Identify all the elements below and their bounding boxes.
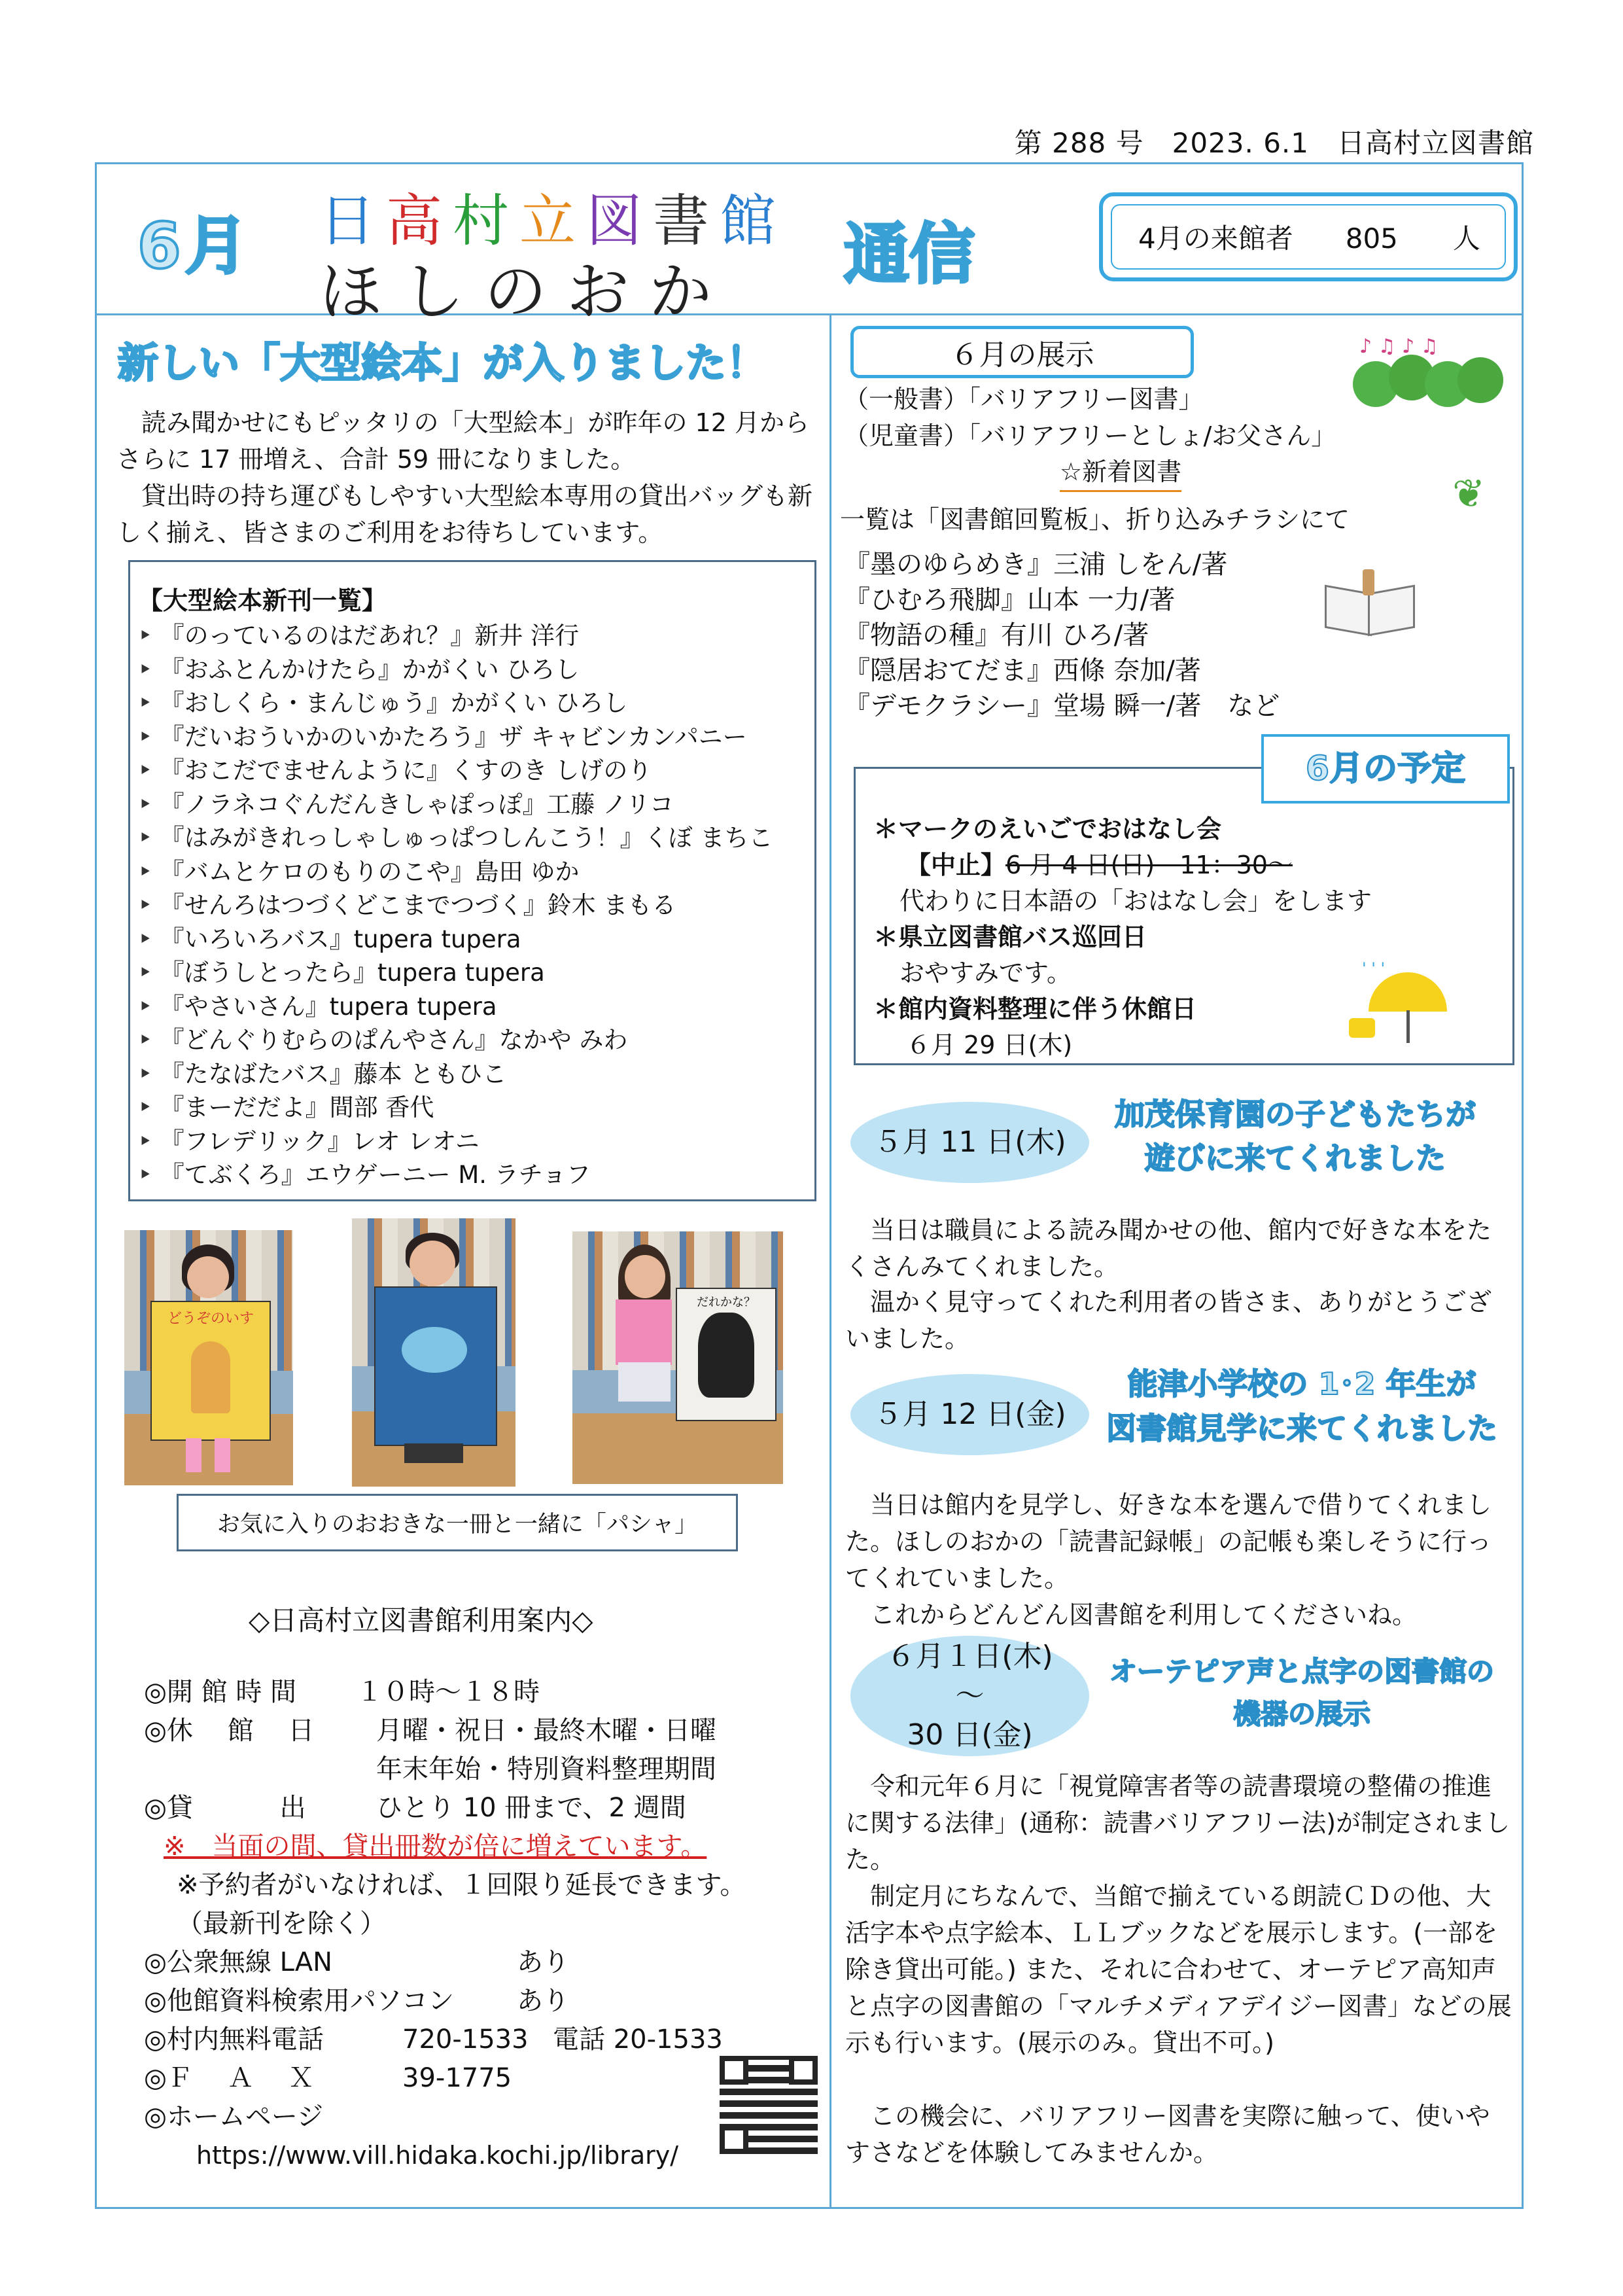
event3-body1: 令和元年６月に「視覚障害者等の読書環境の整備の推進に関する法律」(通称：読書バリアフリー法)が制定されました。 <box>845 1772 1510 1874</box>
visitors-label: 4月の来館者 <box>1138 222 1293 255</box>
list-item: ‣ 『ノラネコぐんだんきしゃぽっぽ』工藤 ノリコ <box>138 788 814 822</box>
event1-date: ５月 11 日(木) <box>850 1102 1089 1183</box>
list-item: ‣ 『せんろはつづくどこまでつづく』鈴木 まもる <box>138 889 814 923</box>
event1-headline1: 加茂保育園の子どもたちが <box>1115 1097 1476 1132</box>
frogs-icon: ♪ ♫ ♪ ♫ <box>1353 335 1503 414</box>
big-books-headline: 新しい「大型絵本」が入りました！ <box>118 339 767 387</box>
event3-headline2: 機器の展示 <box>1232 1698 1370 1730</box>
new-books-note: 一覧は「図書館回覧板」、折り込みチラシにて <box>840 505 1350 534</box>
photo-child-3 <box>572 1231 783 1484</box>
loan-note: ※予約者がいなければ、１回限り延長できます。（最新刊を除く） <box>177 1870 746 1939</box>
list-item: ‣ 『だいおういかのいかたろう』ザ キャビンカンパニー <box>138 720 814 754</box>
exhibit-children: （児童書）「バリアフリーとしょ/お父さん」 <box>844 421 1336 450</box>
list-item: ‣ 『いろいろバス』tupera tupera <box>138 923 814 957</box>
schedule-item2-note: おやすみです。 <box>899 959 1072 987</box>
event2-headline1: 能津小学校の 1･2 年生が <box>1127 1366 1476 1402</box>
big-books-para1: 読み聞かせにもピッタリの「大型絵本」が昨年の 12 月からさらに 17 冊増え、合計 59 冊になりました。 <box>116 408 809 474</box>
event3-body3: この機会に、バリアフリー図書を実際に触って、使いやすさなどを体験してみませんか。 <box>845 2102 1490 2167</box>
hp-label: ◎ホームページ <box>144 2102 324 2132</box>
list-item: ‣ 『たなばたバス』藤本 ともひこ <box>138 1057 814 1091</box>
big-books-list-title: 【大型絵本新刊一覧】 <box>138 586 387 615</box>
closed-label: ◎休 館 日 <box>144 1716 315 1746</box>
schedule-item2-title: ＊県立図書館バス巡回日 <box>873 923 1147 951</box>
event1-headline2: 遊びに来てくれました <box>1145 1140 1446 1176</box>
month-label: 6月 <box>137 209 252 283</box>
list-item: ‣ 『おしくら・まんじゅう』かがくい ひろし <box>138 686 814 720</box>
phone-value: 720-1533 <box>402 2024 529 2055</box>
list-item: ‣ 『ぼうしとったら』tupera tupera <box>138 956 814 990</box>
list-item: 『物語の種』有川 ひろ/著 <box>844 620 1149 650</box>
event3-date-start: ６月１日(木) <box>886 1640 1053 1673</box>
cancel-label: 【中止】 <box>906 851 1006 879</box>
photo1-book-title: どうぞのいす <box>167 1311 254 1327</box>
schedule-title-box <box>1261 734 1510 804</box>
list-item: ‣ 『まーだだよ』間部 香代 <box>138 1091 814 1125</box>
list-item: ‣ 『てぶくろ』エウゲーニー M. ラチョフ <box>138 1158 814 1192</box>
big-books-list <box>138 619 814 1192</box>
visitors-count: 805 <box>1345 222 1398 255</box>
issue-line: 第 288 号 2023. 6.1 日高村立図書館 <box>1014 127 1534 159</box>
list-item: ‣ 『フレデリック』レオ レオニ <box>138 1125 814 1159</box>
photo3-book-title: だれかな？ <box>697 1296 756 1309</box>
loan-note-red: ※ 当面の間、貸出冊数が倍に増えています。 <box>164 1831 707 1862</box>
photo-caption: お気に入りのおおきな一冊と一緒に「パシャ」 <box>177 1494 738 1551</box>
schedule-item3-title: ＊館内資料整理に伴う休館日 <box>873 995 1197 1023</box>
event2-date: ５月 12 日(金) <box>850 1374 1089 1455</box>
umbrella-icon: ' ' ' <box>1349 959 1460 1044</box>
event2-body2: これからどんどん図書館を利用してくださいね。 <box>845 1600 1418 1629</box>
exhibit-general: （一般書）「バリアフリー図書」 <box>844 385 1204 414</box>
big-books-para2: 貸出時の持ち運びもしやすい大型絵本専用の貸出バッグも新しく揃え、皆さまのご利用をお待ちしています。 <box>116 482 813 547</box>
pc-label: ◎他館資料検索用パソコン <box>144 1986 455 2016</box>
event3-date <box>850 1636 1089 1756</box>
guide-title: ◇日高村立図書館利用案内◇ <box>249 1604 593 1636</box>
hours-value: １０時〜１８時 <box>357 1677 540 1707</box>
closed-value1: 月曜・祝日・最終木曜・日曜 <box>376 1716 716 1746</box>
event3-date-tilde: 〜 <box>955 1679 985 1712</box>
list-item: 『隠居おてだま』西條 奈加/著 <box>844 656 1201 686</box>
closed-value2: 年末年始・特別資料整理期間 <box>376 1754 716 1784</box>
fax-label: ◎Ｆ Ａ Ｘ <box>144 2063 315 2093</box>
guide-block <box>144 1673 798 2175</box>
photo-child-1 <box>124 1230 293 1485</box>
schedule-item3-note: ６月 29 日(木) <box>906 1031 1073 1059</box>
list-item: ‣ 『やさいさん』tupera tupera <box>138 990 814 1024</box>
event2-body1: 当日は館内を見学し、好きな本を選んで借りてくれました。ほしのおかの「読書記録帳」の記帳も楽しそうに行ってくれていました。 <box>845 1491 1492 1593</box>
list-item: 『墨のゆらめき』三浦 しをん/著 <box>844 550 1228 580</box>
tel-label: 電話 <box>553 2024 605 2055</box>
leaf-icon: ❦ <box>1452 471 1486 517</box>
library-name-bottom: ほしのおか <box>319 255 731 328</box>
list-item: ‣ 『はみがきれっしゃしゅっぱつしんこう！』くぼ まちこ <box>138 821 814 855</box>
event3-headline1: オーテピア声と点字の図書館の <box>1109 1655 1494 1687</box>
hp-url[interactable]: https://www.vill.hidaka.kochi.jp/library/ <box>196 2141 679 2170</box>
event1-body2: 温かく見守ってくれた利用者の皆さま、ありがとうございました。 <box>845 1288 1492 1353</box>
schedule-title: 6月の予定 <box>1305 749 1466 788</box>
schedule-item1-note: 代わりに日本語の「おはなし会」をします <box>899 887 1372 915</box>
column-divider <box>829 313 831 2209</box>
photo-child-2 <box>352 1218 515 1487</box>
visitors-unit: 人 <box>1452 222 1480 255</box>
event1-body1: 当日は職員による読み聞かせの他、館内で好きな本をたくさんみてくれました。 <box>845 1216 1492 1281</box>
loan-value: ひとり 10 冊まで、2 週間 <box>376 1793 686 1823</box>
event3-date-end: 30 日(金) <box>907 1718 1033 1752</box>
visitors-box <box>1099 192 1518 281</box>
fax-value: 39-1775 <box>402 2063 512 2093</box>
event3-body2: 制定月にちなんで、当館で揃えている朗読ＣＤの他、大活字本や点字絵本、ＬＬブックなどを展示します。(一部を除き貸出可能。) また、それに合わせて、オーテピア高知声と点字の図書館の「マルチメディアデイジー図書」などの展示も行います。(展示のみ。貸出不可。) <box>845 1882 1512 2057</box>
open-book-icon <box>1325 569 1413 631</box>
list-item: ‣ 『おふとんかけたら』かがくい ひろし <box>138 653 814 687</box>
wifi-value: あり <box>517 1947 569 1977</box>
loan-label: ◎貸 出 <box>144 1793 306 1823</box>
phone-label: ◎村内無料電話 <box>144 2024 324 2055</box>
tel-value: 20-1533 <box>613 2024 723 2055</box>
list-item: ‣ 『どんぐりむらのぱんやさん』なかや みわ <box>138 1023 814 1057</box>
list-item: ‣ 『おこだでませんように』くすのき しげのり <box>138 754 814 788</box>
newsletter-word: 通信 <box>844 216 975 292</box>
event2-headline2: 図書館見学に来てくれました <box>1106 1411 1497 1446</box>
library-name-top: 日高村立図書館 <box>319 188 786 254</box>
qr-code-icon[interactable] <box>720 2056 818 2154</box>
hours-label: ◎開 館 時 間 <box>144 1677 297 1707</box>
new-books-label: ☆新着図書 <box>1060 453 1181 492</box>
exhibit-title: ６月の展示 <box>850 326 1194 378</box>
pc-value: あり <box>517 1986 569 2016</box>
list-item: ‣ 『バムとケロのもりのこや』島田 ゆか <box>138 855 814 889</box>
list-item: ‣ 『のっているのはだあれ？』新井 洋行 <box>138 619 814 653</box>
list-item: 『ひむろ飛脚』山本 一力/著 <box>844 585 1176 615</box>
schedule-item1-title: ＊マークのえいごでおはなし会 <box>873 815 1222 843</box>
big-books-list-box <box>128 560 816 1201</box>
new-books-list <box>844 547 1280 724</box>
list-item: 『デモクラシー』堂場 瞬一/著 など <box>844 691 1280 721</box>
cancelled-date: 6 月 4 日(日) 11：30〜 <box>1005 851 1293 879</box>
wifi-label: ◎公衆無線 LAN <box>144 1947 333 1977</box>
